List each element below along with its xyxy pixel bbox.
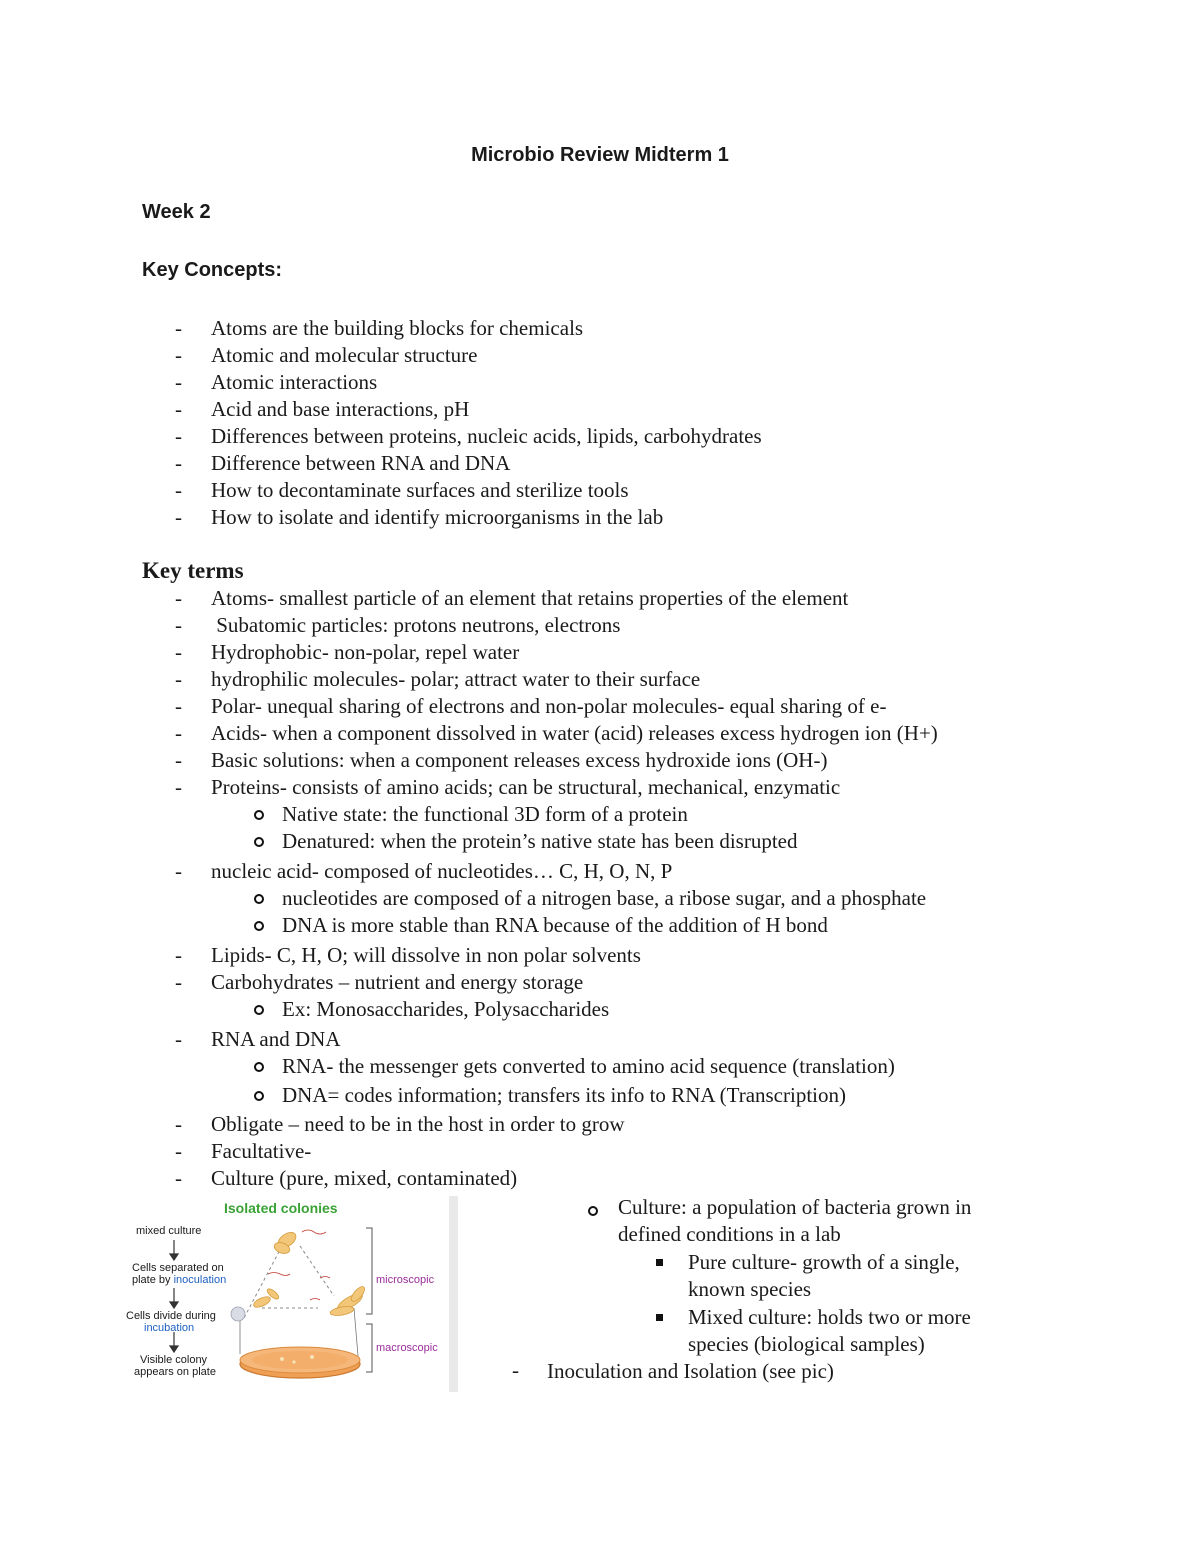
- sub-list-item: Native state: the functional 3D form of a protein: [282, 801, 938, 828]
- step-plate-by: plate by inoculation: [132, 1274, 227, 1286]
- step-cells-divide: Cells divide during: [126, 1310, 216, 1322]
- dash-bullet: -: [175, 1112, 182, 1136]
- sub-list-item: Ex: Monosaccharides, Polysaccharides: [282, 996, 938, 1023]
- page-title: Microbio Review Midterm 1: [471, 144, 729, 166]
- dash-bullet: -: [175, 397, 182, 421]
- dash-bullet: -: [175, 1139, 182, 1163]
- list-item: - RNA and DNA: [175, 1027, 341, 1051]
- dash-bullet: -: [175, 775, 182, 799]
- circle-bullet-icon: [588, 1206, 598, 1216]
- list-item: - Proteins- consists of amino acids; can be structural, mechanical, enzymatic: [175, 775, 841, 799]
- list-item: - Facultative-: [175, 1139, 312, 1163]
- step-cells-separated: Cells separated on: [132, 1262, 224, 1274]
- list-item: - Culture (pure, mixed, contaminated): [175, 1166, 518, 1190]
- list-item: - How to decontaminate surfaces and sterilize tools: [175, 478, 629, 502]
- square-bullet-icon: [656, 1259, 663, 1266]
- culture-definition: Culture: a population of bacteria grown in defined conditions in a lab: [618, 1195, 972, 1246]
- macroscopic-label: macroscopic: [376, 1342, 438, 1354]
- dash-bullet: -: [175, 451, 182, 475]
- list-item: - nucleic acid- composed of nucleotides… C, H, O, N, P: [175, 859, 673, 883]
- square-bullet-icon: [656, 1314, 663, 1321]
- dash-bullet: -: [175, 586, 182, 610]
- list-item: - Atomic interactions: [175, 370, 378, 394]
- list-item: - Polar- unequal sharing of electrons and non-polar molecules- equal sharing of e-: [175, 694, 887, 718]
- week-heading: Week 2: [142, 201, 211, 223]
- list-item: - Atoms are the building blocks for chemicals: [175, 316, 584, 340]
- list-item: - hydrophilic molecules- polar; attract water to their surface: [175, 667, 701, 691]
- dash-bullet: -: [175, 943, 182, 967]
- dash-bullet: -: [175, 1166, 182, 1190]
- sub-list-item: RNA- the messenger gets converted to amino acid sequence (translation): [282, 1053, 938, 1080]
- inoculation-note: Inoculation and Isolation (see pic): [547, 1359, 834, 1383]
- dash-bullet: -: [175, 640, 182, 664]
- list-item: - How to isolate and identify microorganisms in the lab: [175, 505, 664, 529]
- list-item: - Hydrophobic- non-polar, repel water: [175, 640, 520, 664]
- list-item: - Basic solutions: when a component releases excess hydroxide ions (OH-): [175, 748, 828, 772]
- list-item: - Differences between proteins, nucleic acids, lipids, carbohydrates: [175, 424, 762, 448]
- pure-culture-note: Pure culture- growth of a single, known species: [688, 1250, 960, 1301]
- dash-bullet: -: [175, 721, 182, 745]
- list-item: - Acids- when a component dissolved in water (acid) releases excess hydrogen ion (H+): [175, 721, 938, 745]
- list-item: - Carbohydrates – nutrient and energy storage: [175, 970, 584, 994]
- list-item: - Atoms- smallest particle of an element that retains properties of the element: [175, 586, 849, 610]
- microscopic-label: microscopic: [376, 1274, 435, 1286]
- step-mixed-culture: mixed culture: [136, 1225, 202, 1237]
- dash-bullet: -: [512, 1358, 519, 1382]
- sub-list-item: Denatured: when the protein’s native state has been disrupted: [282, 828, 938, 855]
- dash-bullet: -: [175, 478, 182, 502]
- sub-list-item: DNA is more stable than RNA because of the addition of H bond: [282, 912, 938, 939]
- dash-bullet: -: [175, 370, 182, 394]
- dash-bullet: -: [175, 1027, 182, 1051]
- dash-bullet: -: [175, 505, 182, 529]
- dash-bullet: -: [175, 343, 182, 367]
- dash-bullet: -: [175, 424, 182, 448]
- dash-bullet: -: [175, 613, 182, 637]
- figure-title: Isolated colonies: [224, 1200, 338, 1216]
- key-concepts-heading: Key Concepts:: [142, 259, 283, 281]
- incubation-label: incubation: [144, 1322, 195, 1334]
- sub-list-item: nucleotides are composed of a nitrogen base, a ribose sugar, and a phosphate: [282, 885, 938, 912]
- step-appears-on-plate: appears on plate: [134, 1366, 216, 1378]
- key-terms-heading: Key terms: [142, 558, 244, 583]
- list-item: - Atomic and molecular structure: [175, 343, 478, 367]
- dash-bullet: -: [175, 694, 182, 718]
- list-item: - Subatomic particles: protons neutrons, electrons: [175, 613, 621, 637]
- dash-bullet: -: [175, 667, 182, 691]
- dash-bullet: -: [175, 970, 182, 994]
- dash-bullet: -: [175, 316, 182, 340]
- list-item: - Lipids- C, H, O; will dissolve in non polar solvents: [175, 943, 641, 967]
- sub-list-item: DNA= codes information; transfers its info to RNA (Transcription): [282, 1082, 938, 1109]
- mixed-culture-note: Mixed culture: holds two or more species (biological samples): [688, 1305, 971, 1356]
- list-item: - Acid and base interactions, pH: [175, 397, 470, 421]
- list-item: - Difference between RNA and DNA: [175, 451, 511, 475]
- dash-bullet: -: [175, 859, 182, 883]
- step-visible-colony: Visible colony: [140, 1354, 208, 1366]
- inoculation-label: inoculation: [173, 1274, 227, 1286]
- list-item: - Obligate – need to be in the host in order to grow: [175, 1112, 625, 1136]
- dash-bullet: -: [175, 748, 182, 772]
